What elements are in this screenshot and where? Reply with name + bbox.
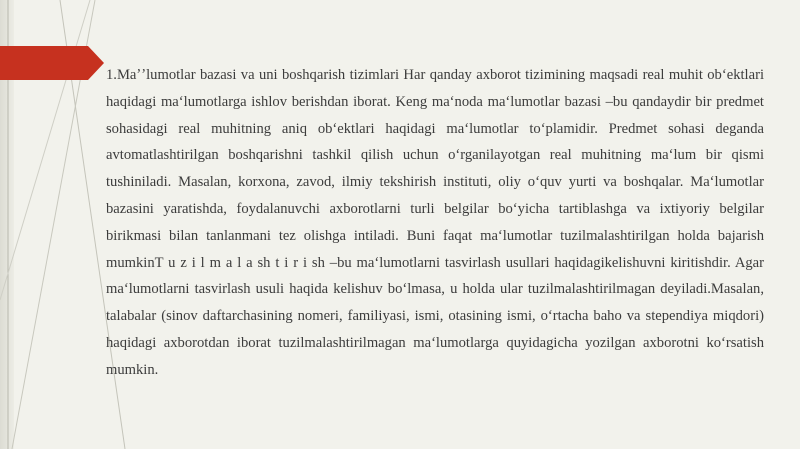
slide-body-text: 1.Maʼʼlumotlar bazasi va uni boshqarish tizimlari Har qanday axborot tizimining maqsadi real muhit obʻektlari haqidagi maʻlumotlarga ishlov berishdan iborat. Keng maʻnoda maʻlumotlar bazasi –bu qandaydir bir predmet sohasidagi real muhitning aniq obʻektlari haqidagi maʻlumotlar toʻplamidir. Predmet sohasi deganda avtomatlashtirilgan boshqarishni tashkil qilish uchun oʻrganilayotgan real muhitning maʻlum bir qismi tushiniladi. Masalan, korxona, zavod, ilmiy tekshirish instituti, oliy oʻquv yurti va boshqalar. Maʻlumotlar bazasini yaratishda, foydalanuvchi axborotlarni turli belgilar boʻyicha tartiblashga va ixtiyoriy belgilar birikmasi bilan tanlanmani tez olishga intiladi. Buni faqat maʻlumotlar tuzilmalashtirilgan holda bajarish mumkinT u z i l m a l a sh t i r i sh –bu maʻlumotlarni tasvirlash usullari haqidagikelishuvni kiritishdir. Agar maʻlumotlarni tasvirlash usuli haqida kelishuv boʻlmasa, u holda ular tuzilmalashtirilmagan deyiladi.Masalan, talabalar (sinov daftarchasining nomeri, familiyasi, ismi, otasining ismi, oʻrtacha baho va stependiya miqdori) haqidagi axborotdan iborat tuzilmalashtirilmagan maʻlumotlarga quyidagicha yozilgan axborotni koʻrsatish mumkin. (106, 67, 764, 378)
red-accent-arrow (0, 46, 104, 80)
